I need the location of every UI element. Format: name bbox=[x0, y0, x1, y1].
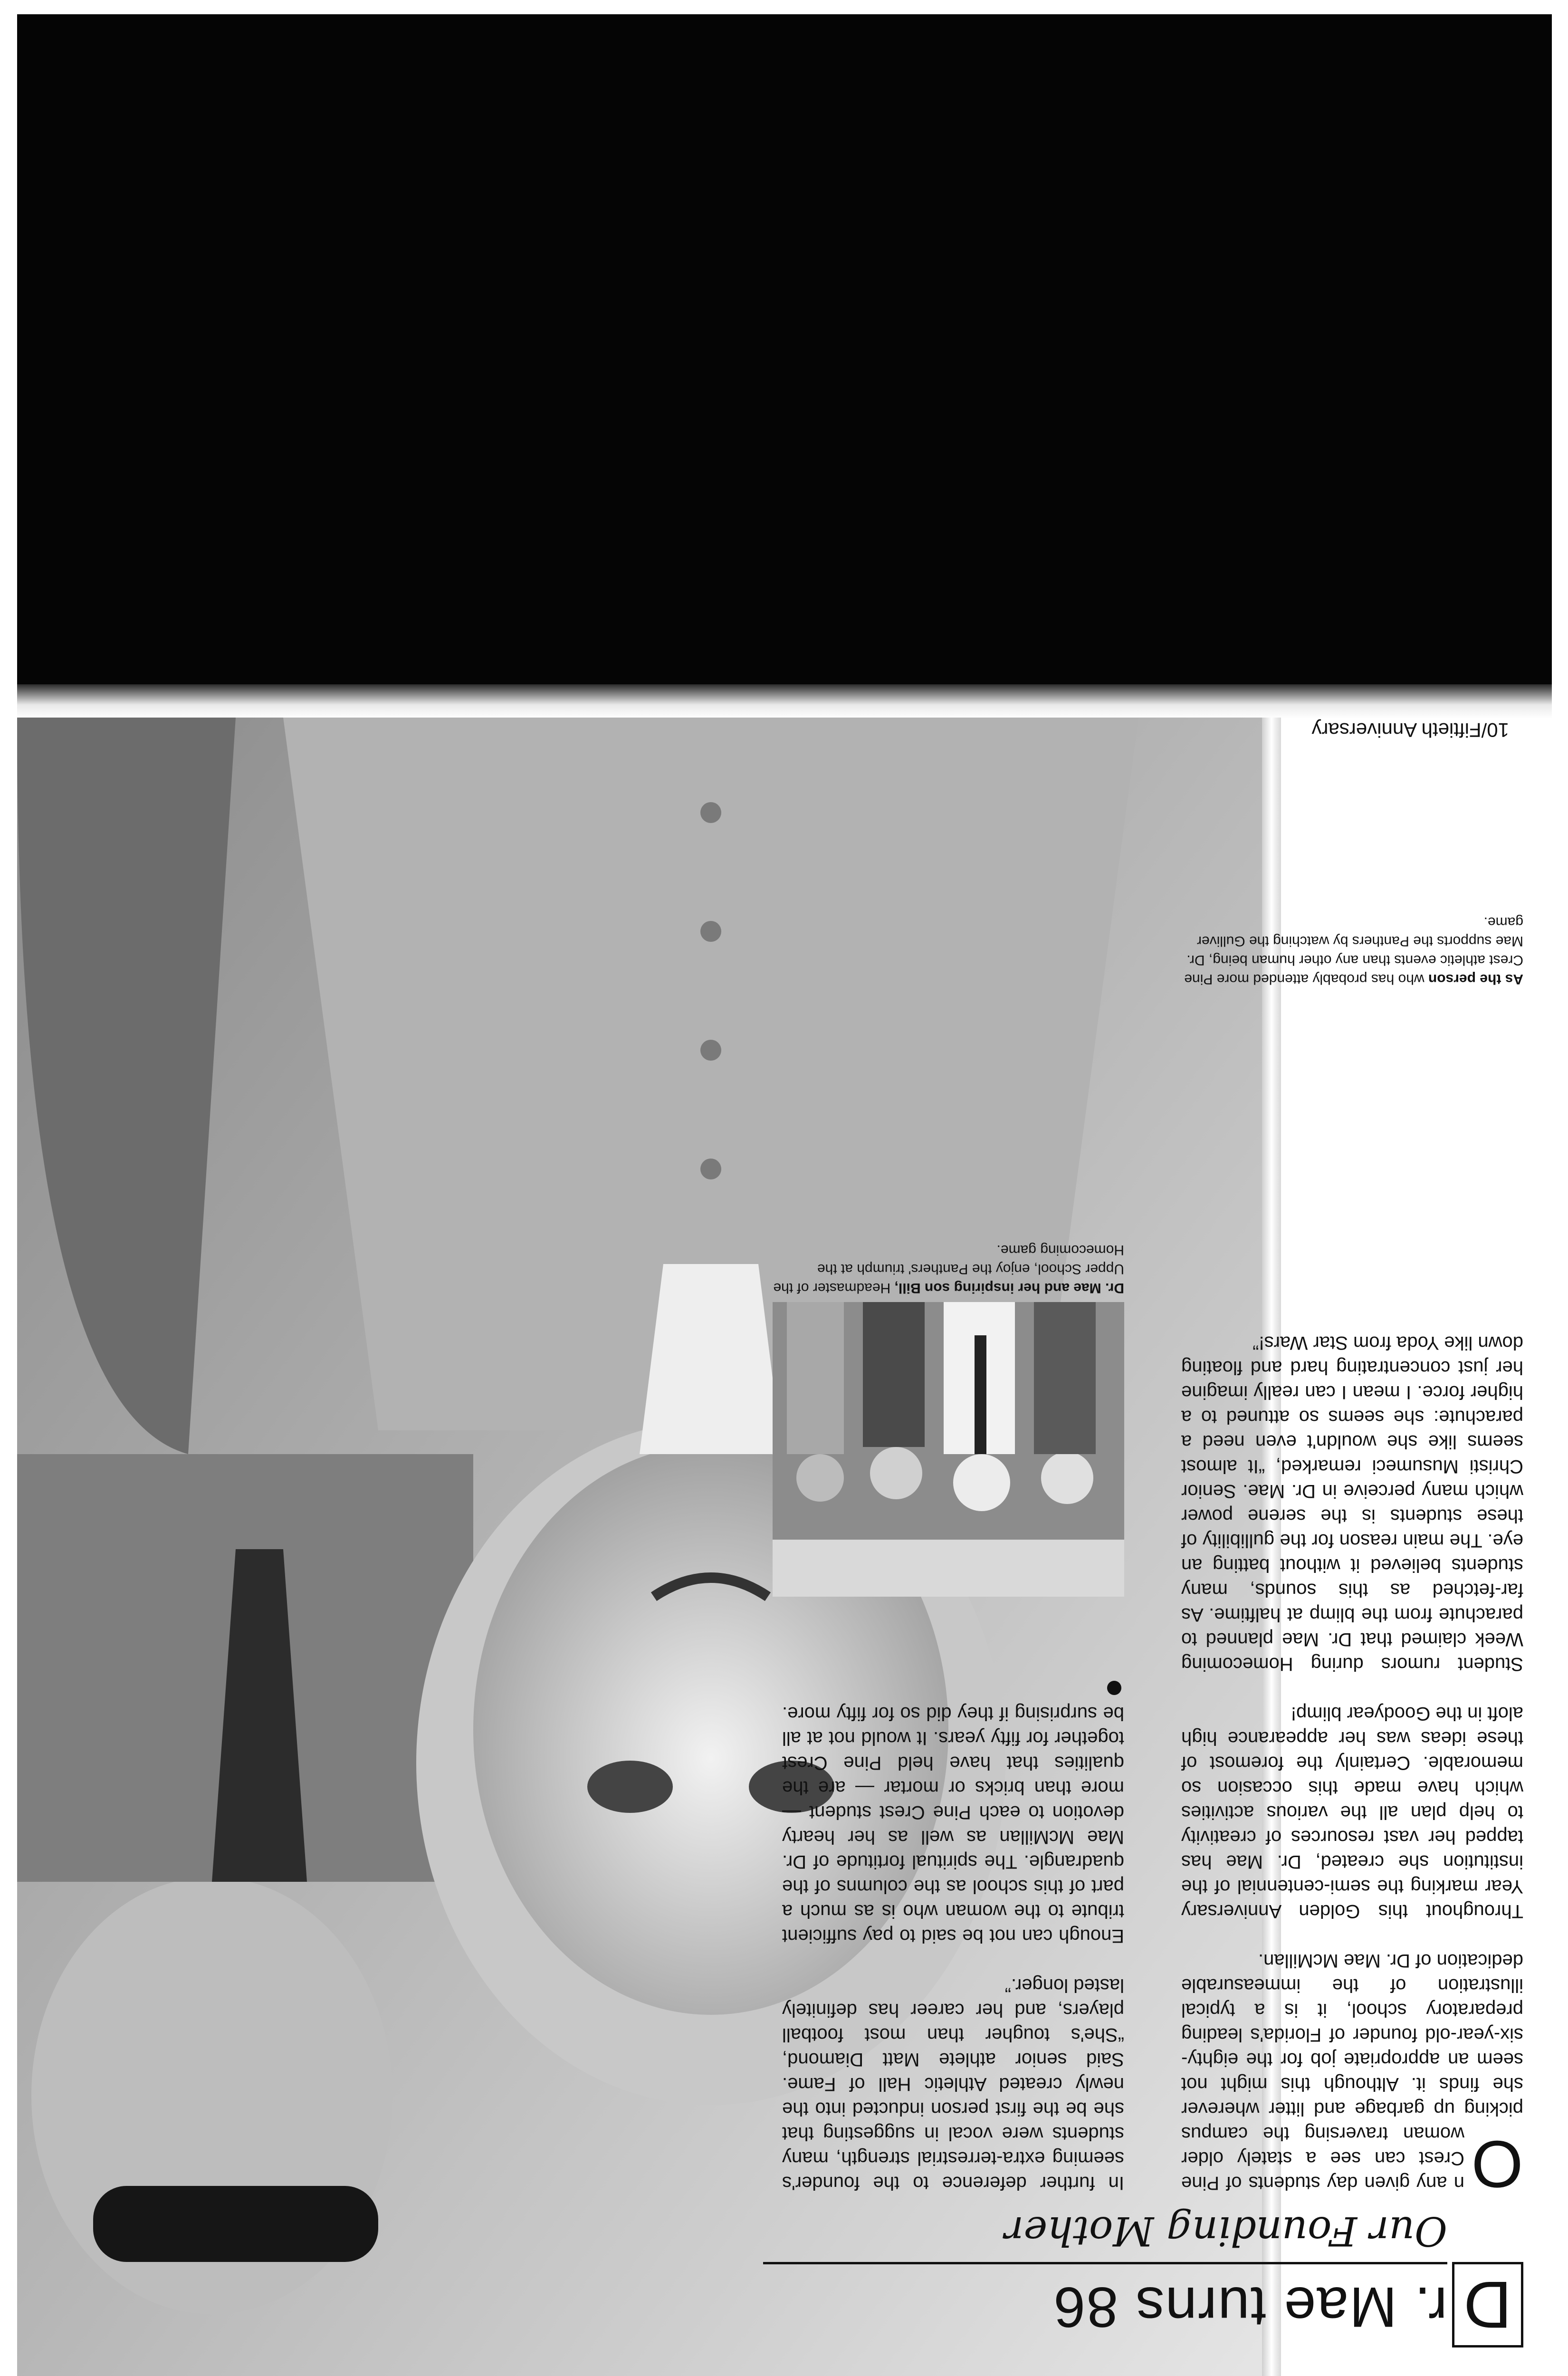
end-mark-icon bbox=[1107, 1681, 1121, 1695]
bottom-caption bbox=[1172, 912, 1523, 988]
paragraph-text: Enough can not be said to pay sufficient tribute to the woman who is as much a part of this school as the columns of the quadrangle. The spiritual fortitude of Dr. Mae McMillan as well as her hearty devotion to each Pine Crest student — more than bricks or mortar — are the qualities that have held Pine Crest together for fifty years. It would not at all be surprising if they did so for fifty more. bbox=[782, 1703, 1124, 1946]
paragraph: In further deference to the founder's seeming extra-terrestrial strength, many students were vocal in suggesting that she be the first person inducted into the newly created Athletic Hall of Fame. Said senior athlete Matt Diamond, “She's tougher than most football players, and her career has definitely lasted longer.” bbox=[782, 1975, 1124, 2194]
page-folio: 10/Fiftieth Anniversary bbox=[1311, 719, 1509, 741]
headline-block bbox=[763, 2205, 1523, 2347]
paragraph: Throughout this Golden Anniversary Year marking the semi-centennial of the institution she created, Dr. Mae has tapped her vast resources of creativity to help plan all the various activities which have made this occasion so memorable. Certainly the foremost of these ideas was her appearance high aloft in the Goodyear blimp! bbox=[1181, 1703, 1523, 1922]
paragraph bbox=[782, 1677, 1124, 1948]
article bbox=[744, 719, 1523, 2366]
paragraph bbox=[1181, 1948, 1523, 2202]
paragraph-text: n any given day students of Pine Crest can see a stately older woman traversing the campus picking up garbage and litter wherever she finds it. Although this might not seem an appropriate job for the eighty-six-year-old founder of Florida's leading preparatory school, it is a typical illustration of the immeasurable dedication of Dr. Mae McMillan. bbox=[1181, 1950, 1523, 2194]
headline: r. Mae turns 86 bbox=[1052, 2275, 1447, 2339]
page-edge-shadow bbox=[17, 684, 1552, 719]
caption-lead: Dr. Mae and her inspiring son Bill, bbox=[894, 1280, 1124, 1296]
drop-cap-box bbox=[1452, 2262, 1523, 2347]
caption-lead: As the person bbox=[1428, 971, 1523, 987]
initial-letter: O bbox=[1471, 2127, 1523, 2202]
paragraph: Student rumors during Homecoming Week claimed that Dr. Mae planned to parachute from the blimp at halftime. As far-fetched as this sounds, many students believed it without batting an eye. The main reason for the gullibility of these students is the serene power which many perceive in Dr. Mae. Senior Christi Musumeci remarked, “It almost seems like she wouldn't even need a parachute: she seems so attuned to a higher force. I mean I can really imagine her just concentrating hard and floating down like Yoda from Star Wars!” bbox=[1181, 1332, 1523, 1675]
caption-text: who has probably attended more Pine Crest athletic events than any other human being, Dr. Mae supports the Panthers by watching the Gulliver game. bbox=[1184, 914, 1523, 987]
text-column-right bbox=[782, 1652, 1124, 2195]
inset-photo bbox=[773, 1302, 1124, 1597]
scanner-background bbox=[17, 14, 1552, 718]
yearbook-spread bbox=[17, 718, 1552, 2376]
subheadline: Our Founding Mother bbox=[1004, 2208, 1447, 2254]
inset-caption bbox=[773, 1240, 1124, 1297]
headline-rule bbox=[763, 2262, 1447, 2264]
caption-text: Headmaster of the Upper School, enjoy the Panthers' triumph at the Homecoming game. bbox=[773, 1242, 1124, 1296]
drop-cap: D bbox=[1463, 2268, 1512, 2342]
text-column-left bbox=[1181, 1306, 1523, 2202]
